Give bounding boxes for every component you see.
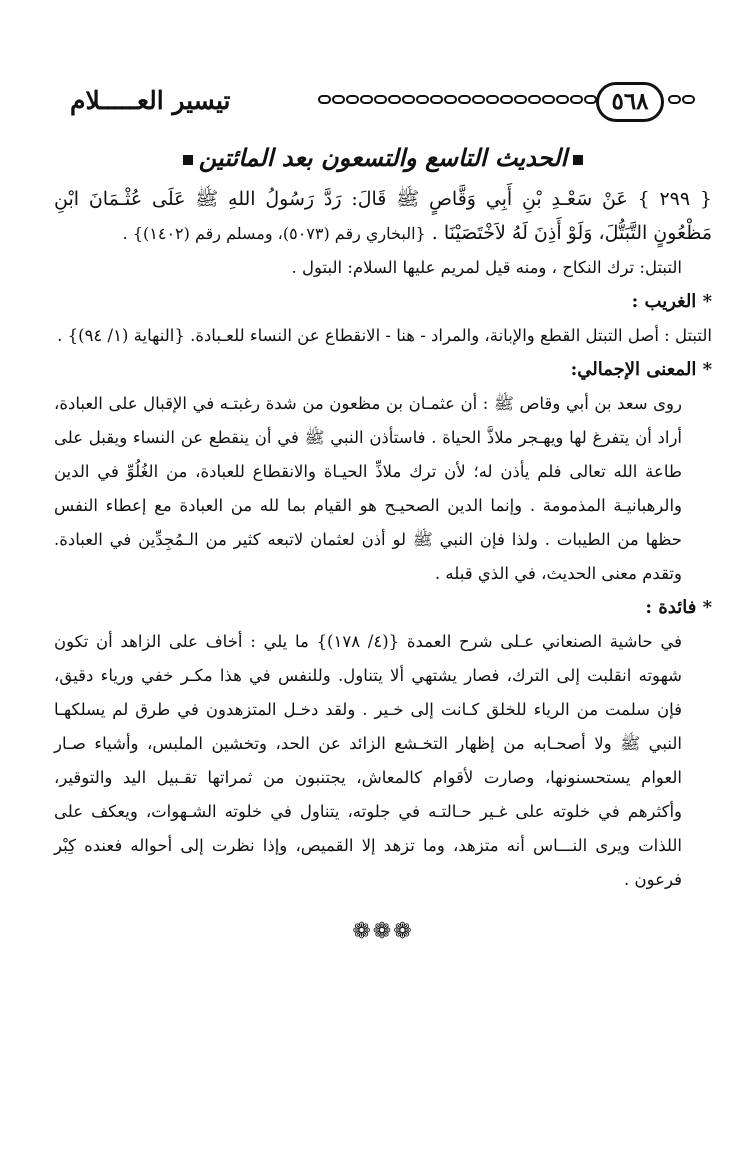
page-body (54, 138, 712, 949)
page-number: ٥٦٨ (596, 82, 664, 122)
decorative-chain-right (668, 95, 695, 104)
hadith-title: الحديث التاسع والتسعون بعد المائتين (54, 138, 712, 178)
ijmali-heading: * المعنى الإجمالي: (570, 359, 712, 380)
decorative-chain (318, 95, 597, 104)
gharib-text: التبتل : أصل التبتل القطع والإبانة، والمراد - هنا - الانقطاع عن النساء للعـبادة. {النهاية (١/ ٩٤)} . (57, 326, 712, 345)
ornament-icon: ❁❁❁ (352, 919, 414, 944)
faida-heading: * فائدة : (645, 597, 712, 618)
gharib-heading: * الغريب : (631, 291, 712, 312)
book-title: تيسير العـــــلام (70, 86, 231, 115)
hadith-number: { ٢٩٩ } (637, 188, 712, 210)
hadith-reference: {البخاري رقم (٥٠٧٣)، ومسلم رقم (١٤٠٢)} . (122, 224, 426, 243)
page-header (56, 82, 704, 122)
square-bullet-icon (573, 155, 583, 165)
faida-text: في حاشية الصنعاني عـلى شرح العمدة {(٤/ ١٧٨)} ما يلي : أخاف على الزاهد أن تكون شهوته انقلبت إلى الترك، فصار يشتهي ألا يتناول. وللنفس في هذا مكـر خفي ورياء دقيق، فإن سلمت من الرياء للخلق كـانت إلى خـير . ولقد دخـل المتزهدون في طرق لم يسلكهـا النبي ﷺ ولا أصحـابه من إظهار التخـشع الزائد عن الحد، وتخشين الملبس، وأشياء صـار العوام يستحسنونها، وصارت لأقوام كالمعاش، يجتنبون من ثمراتها تقـبيل اليد والتوقير، وأكثرهم في خلوته على غـير حـالتـه في جلوته، يتناول في خلوته الشـهوات، ويعكف على اللذات ويرى النـــاس أنه متزهد، وما تزهد إلا القميص، وإذا نظرت إلى أحواله فعنده كِبْر فرعون . (54, 632, 683, 889)
ijmali-text: روى سعد بن أبي وقاص ﷺ : أن عثمـان بن مظعون من شدة رغبتـه في الإقبال على العبادة، أراد أن يتفرغ لها ويهـجر ملاذَّ الحياة . فاستأذن النبي ﷺ في أن ينقطع عن النساء ويقبل على طاعة الله تعالى فلم يأذن له؛ لأن ترك ملاذِّ الحيـاة والانقطاع للعبادة، من الغُلُوِّ في الدين والرهبانيـة المذمومة . وإنما الدين الصحيـح هو القيام بما لله من العبادة مع إعطاء النفس حظها من الطيبات . ولذا فإن النبي ﷺ لو أذن لعثمان لاتبعه كثير من الـمُجِدِّين في العبادة. وتقدم معنى الحديث، في الذي قبله . (54, 394, 682, 583)
square-bullet-icon (183, 155, 193, 165)
hadith-note: التبتل: ترك النكاح ، ومنه قيل لمريم عليها السلام: البتول . (291, 258, 682, 277)
hadith-text: { ٢٩٩ } عَنْ سَعْـدِ بْنِ أَبِي وَقَّاصٍ ﷺ قَالَ: رَدَّ رَسُولُ اللهِ ﷺ عَلَى عُثْـمَانَ ابْنِ مَظْعُونٍ التَّبَتُّلَ، وَلَوْ أَذِنَ لَهُ لاَخْتَصَيْنَا . {البخاري رقم (٥٠٧٣)، ومسلم رقم (١٤٠٢)} . (54, 188, 712, 244)
